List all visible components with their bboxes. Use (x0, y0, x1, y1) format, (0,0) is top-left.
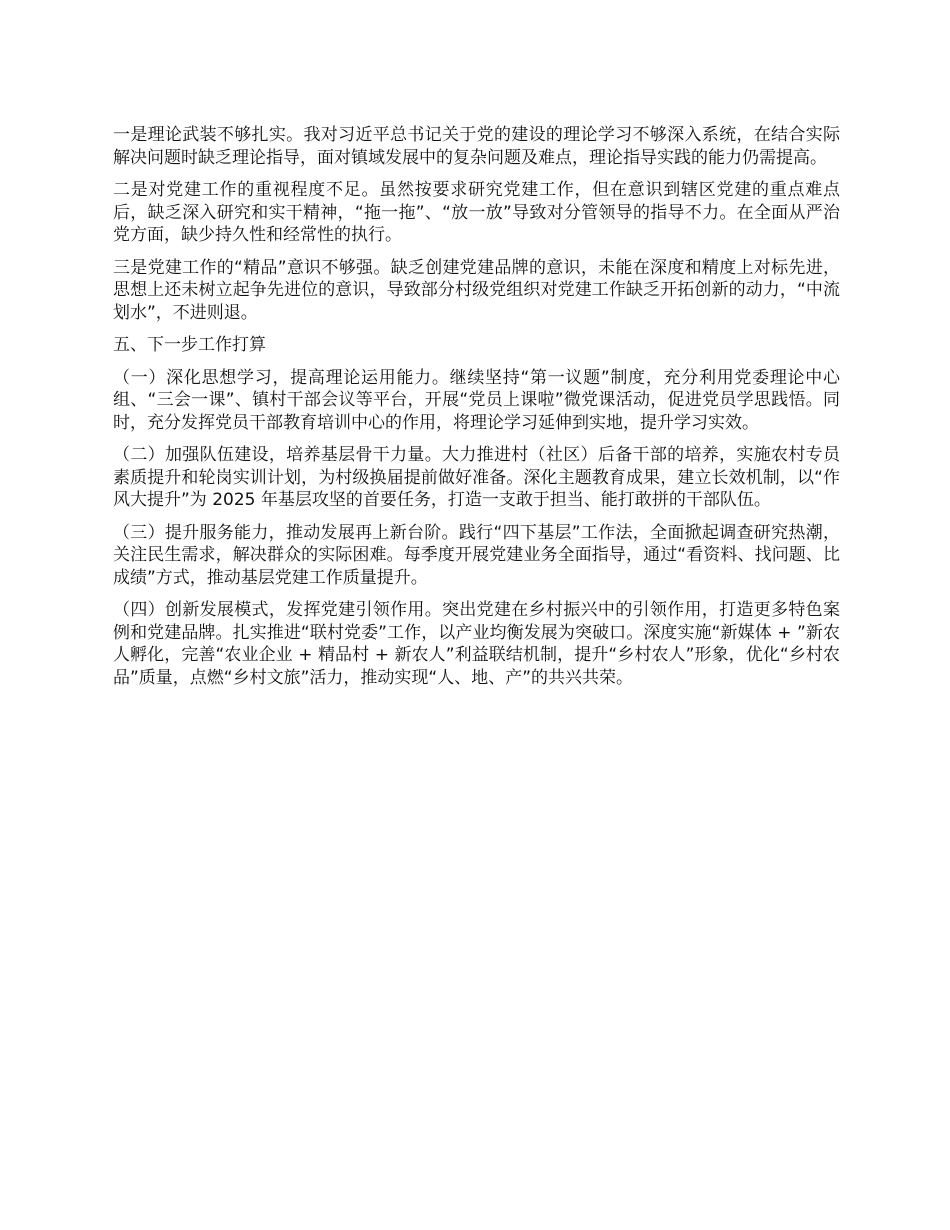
paragraph-plan-4: （四）创新发展模式，发挥党建引领作用。突出党建在乡村振兴中的引领作用，打造更多特色案例和党建品牌。扎实推进“联村党委”工作，以产业均衡发展为突破口。深度实施“新媒体 + ”新农人孵化，完善“农业企业 + 精品村 + 新农人”利益联结机制，提升“乡村农人”形象，优化“乡村农品”质量，点燃“乡村文旅”活力，推动实现“人、地、产”的共兴共荣。 (113, 600, 840, 688)
paragraph-plan-3: （三）提升服务能力，推动发展再上新台阶。践行“四下基层”工作法，全面掀起调查研究热潮，关注民生需求，解决群众的实际困难。每季度开展党建业务全面指导，通过“看资料、找问题、比成绩”方式，推动基层党建工作质量提升。 (113, 522, 840, 588)
section-heading-next-steps: 五、下一步工作打算 (113, 335, 266, 355)
paragraph-quality-awareness: 三是党建工作的“精品”意识不够强。缺乏创建党建品牌的意识，未能在深度和精度上对标先进，思想上还未树立起争先进位的意识，导致部分村级党组织对党建工作缺乏开拓创新的动力，“中流划水”，不进则退。 (113, 257, 840, 323)
document-page (113, 124, 840, 699)
paragraph-party-building-attention: 二是对党建工作的重视程度不足。虽然按要求研究党建工作，但在意识到辖区党建的重点难点后，缺乏深入研究和实干精神，“拖一拖”、“放一放”导致对分管领导的指导不力。在全面从严治党方面，缺少持久性和经常性的执行。 (113, 180, 840, 245)
paragraph-plan-2: （二）加强队伍建设，培养基层骨干力量。大力推进村（社区）后备干部的培养，实施农村专员素质提升和轮岗实训计划，为村级换届提前做好准备。深化主题教育成果，建立长效机制，以“作风大提升”为 2025 年基层攻坚的首要任务，打造一支敢于担当、能打敢拼的干部队伍。 (113, 445, 840, 510)
paragraph-theory-weakness: 一是理论武装不够扎实。我对习近平总书记关于党的建设的理论学习不够深入系统，在结合实际解决问题时缺乏理论指导，面对镇域发展中的复杂问题及难点，理论指导实践的能力仍需提高。 (113, 125, 840, 168)
paragraph-plan-1: （一）深化思想学习，提高理论运用能力。继续坚持“第一议题”制度，充分利用党委理论中心组、“三会一课”、镇村干部会议等平台，开展“党员上课啦”微党课活动，促进党员学思践悟。同时，充分发挥党员干部教育培训中心的作用，将理论学习延伸到实地，提升学习实效。 (113, 367, 840, 433)
